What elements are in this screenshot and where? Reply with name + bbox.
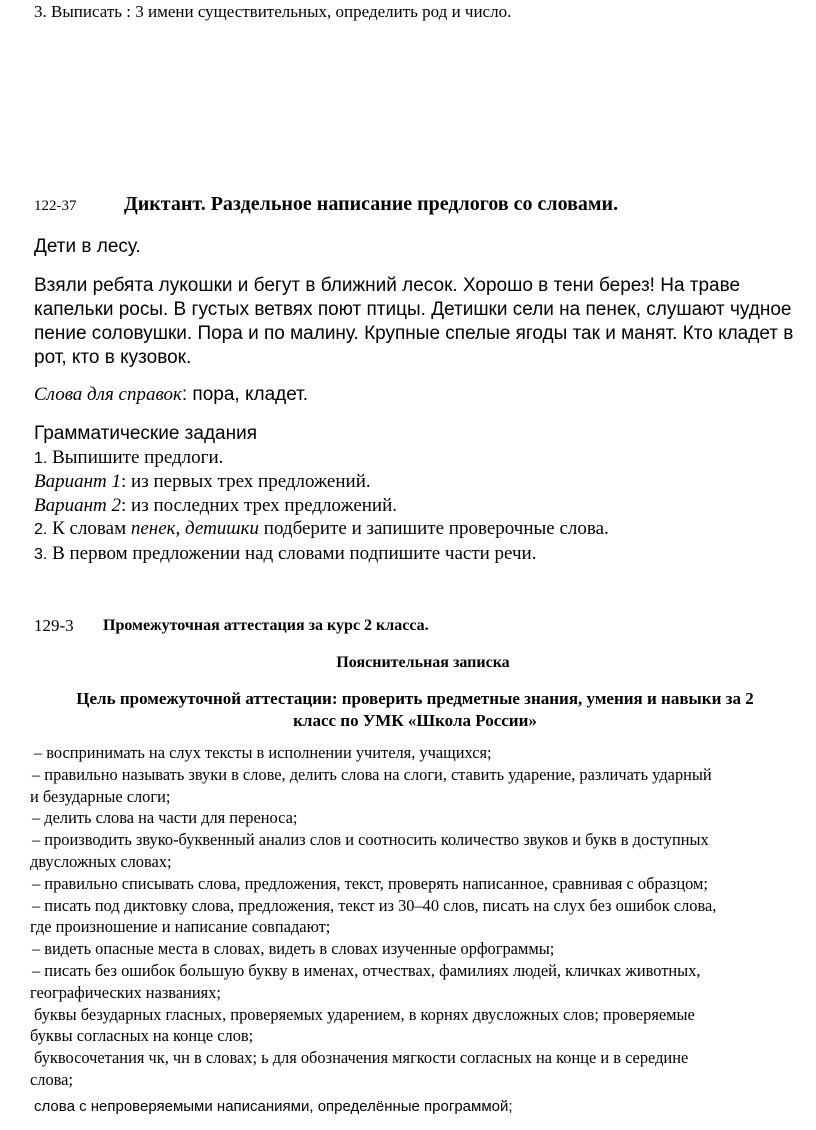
goal-line: Цель промежуточной аттестации: проверить предметные знания, умения и навыки за 2	[76, 689, 754, 708]
item-text: К словам	[52, 518, 131, 539]
reference-words: : пора, кладет.	[181, 384, 309, 405]
item-text: В первом предложении над словами подпишите части речи.	[52, 542, 537, 564]
skill-line: – писать под диктовку слова, предложения, текст из 30–40 слов, писать на слух без ошибок слова,	[32, 895, 717, 915]
grammar-item-1	[34, 446, 609, 471]
skill-line: слова;	[30, 1069, 74, 1089]
item-number: 2.	[34, 521, 48, 538]
variant-label: Вариант 1	[34, 471, 122, 492]
dictation-number: 122-37	[34, 198, 77, 214]
dictation-text-line: Взяли ребята лукошки и бегут в ближний лесок. Хорошо в тени берез! На траве	[34, 275, 741, 296]
dictation-subtitle: Дети в лесу.	[34, 236, 141, 257]
dictation-text-line: пение соловушки. Пора и по малину. Крупные спелые ягоды так и манят. Кто кладет в	[34, 323, 794, 344]
skill-line: буквосочетания чк, чн в словах; ь для обозначения мягкости согласных на конце и в середине	[34, 1048, 689, 1068]
skill-line: – делить слова на части для переноса;	[32, 808, 298, 828]
skill-line: буквы согласных на конце слов;	[30, 1026, 254, 1046]
attestation-goal	[20, 688, 810, 732]
attestation-title: Промежуточная аттестация за курс 2 класса.	[103, 617, 429, 634]
grammar-variant-1	[34, 470, 609, 494]
grammar-heading: Грамматические задания	[34, 423, 258, 444]
variant-text: : из первых трех предложений.	[121, 471, 371, 492]
dictation-text	[34, 274, 793, 370]
item-text-italic: пенек, детишки	[130, 518, 260, 539]
skill-line: географических названиях;	[30, 982, 221, 1002]
variant-label: Вариант 2	[34, 494, 122, 516]
skill-line: двусложных словах;	[30, 851, 172, 871]
task-3-line: 3. Выписать : 3 имени существительных, определить род и число.	[34, 2, 512, 21]
skill-line: – воспринимать на слух тексты в исполнении учителя, учащихся;	[34, 743, 492, 762]
last-skill-line: слова с непроверяемыми написаниями, определённые программой;	[34, 1098, 513, 1115]
item-number: 1.	[34, 449, 48, 467]
reference-label: Слова для справок	[34, 384, 182, 405]
grammar-item-2	[34, 517, 609, 542]
grammar-item-3	[34, 542, 609, 567]
item-text: подберите и запишите проверочные слова.	[259, 518, 609, 539]
skill-line: – производить звуко-буквенный анализ слов и соотносить количество звуков и букв в доступных	[32, 830, 709, 850]
dictation-text-line: рот, кто в кузовок.	[34, 347, 192, 368]
skill-line: где произношение и написание совпадают;	[30, 917, 331, 937]
grammar-tasks	[34, 422, 609, 566]
skill-line: буквы безударных гласных, проверяемых ударением, в корнях двусложных слов; проверяемые	[34, 1004, 695, 1024]
item-text: Выпишите предлоги.	[52, 446, 224, 468]
attestation-number: 129-3	[34, 616, 74, 635]
dictation-title: Диктант. Раздельное написание предлогов со словами.	[124, 193, 619, 215]
skill-line: – писать без ошибок большую букву в именах, отчествах, фамилиях людей, кличках животных,	[32, 960, 701, 980]
dictation-text-line: капельки росы. В густых ветвях поют птицы. Детишки сели на пенек, слушают чудное	[34, 299, 792, 320]
skill-line: – видеть опасные места в словах, видеть в словах изученные орфограммы;	[32, 939, 555, 959]
item-number: 3.	[34, 545, 48, 563]
skills-list	[30, 742, 717, 1091]
skill-line: – правильно называть звуки в слове, делить слова на слоги, ставить ударение, различать ударный	[32, 764, 712, 784]
grammar-variant-2	[34, 494, 609, 518]
variant-text: : из последних трех предложений.	[121, 494, 398, 516]
explanatory-note-heading: Пояснительная записка	[336, 654, 510, 671]
skill-line: и безударные слоги;	[30, 786, 171, 806]
goal-line: класс по УМК «Школа России»	[293, 711, 537, 730]
skill-line: – правильно списывать слова, предложения, текст, проверять написанное, сравнивая с образцом;	[32, 873, 708, 893]
reference-words-line	[34, 384, 308, 406]
